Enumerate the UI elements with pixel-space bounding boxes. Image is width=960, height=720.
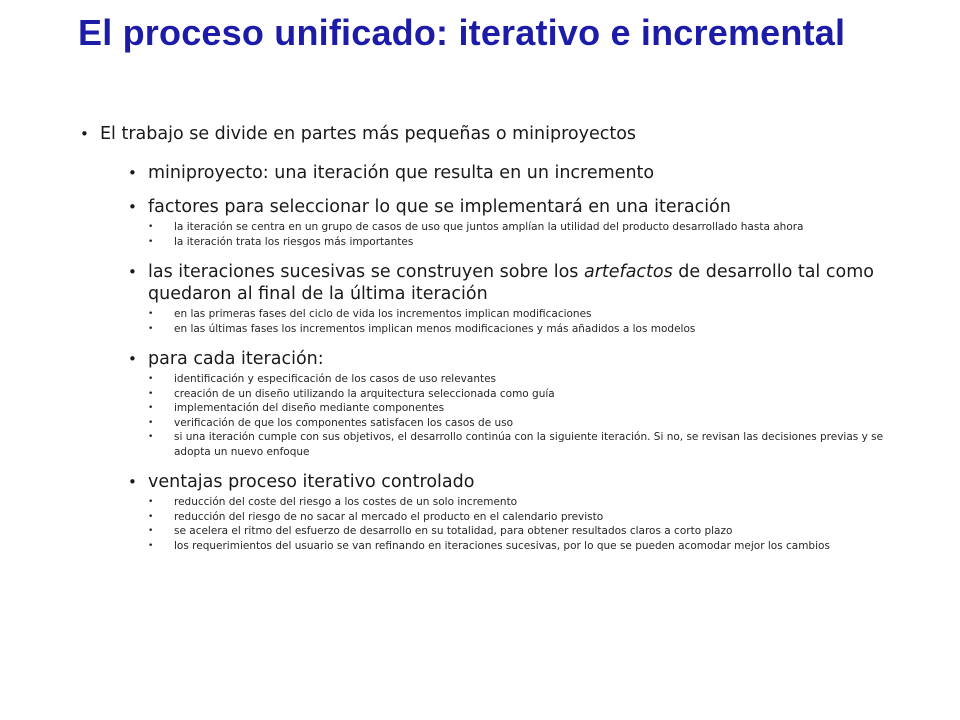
second-level-bullet: • para cada iteración:: [126, 348, 896, 370]
second-level-bullet: [126, 261, 896, 305]
bullet-group-ventajas: [126, 471, 896, 553]
sub-bullet: • se acelera el ritmo del esfuerzo de desarrollo en su totalidad, para obtener resultados claros a corto plazo: [126, 524, 894, 539]
bullet-text-part: las iteraciones sucesivas se construyen sobre los: [148, 262, 584, 282]
sub-bullet-list: [126, 307, 896, 336]
main-bullet: • El trabajo se divide en partes más pequeñas o miniproyectos: [76, 122, 896, 146]
sub-bullet: • si una iteración cumple con sus objetivos, el desarrollo continúa con la siguiente iteración. Si no, se revisan las decisiones previas y se adopta un nuevo enfoque: [126, 430, 894, 459]
sub-bullet: • en las últimas fases los incrementos implican menos modificaciones y más añadidos a los modelos: [126, 322, 894, 337]
bullet-group-miniproyecto: [126, 162, 896, 184]
sub-bullet: • los requerimientos del usuario se van refinando en iteraciones sucesivas, por lo que se pueden acomodar mejor los cambios: [126, 539, 894, 554]
bullet-italic-term: artefactos: [583, 262, 673, 282]
sub-bullet: • verificación de que los componentes satisfacen los casos de uso: [126, 416, 894, 431]
sub-bullet: • la iteración se centra en un grupo de casos de uso que juntos amplían la utilidad del producto desarrollado hasta ahora: [126, 220, 894, 235]
sub-bullet: • la iteración trata los riesgos más importantes: [126, 235, 894, 250]
sub-bullet-list: [126, 220, 896, 249]
slide-content: [76, 122, 896, 553]
bullet-group-factores: [126, 196, 896, 249]
sub-bullet-list: [126, 372, 896, 459]
bullet-group-iteraciones-sucesivas: [126, 261, 896, 336]
sub-bullet-list: [126, 495, 896, 553]
sub-bullet: • implementación del diseño mediante componentes: [126, 401, 894, 416]
sub-bullet: • reducción del coste del riesgo a los costes de un solo incremento: [126, 495, 894, 510]
sub-bullet: • identificación y especificación de los casos de uso relevantes: [126, 372, 894, 387]
bullet-group-para-cada-iteracion: [126, 348, 896, 459]
bullet-text-part: de desarrollo tal como quedaron al final de la última iteración: [148, 262, 874, 304]
sub-bullet: • creación de un diseño utilizando la arquitectura seleccionada como guía: [126, 387, 894, 402]
second-level-bullet: • factores para seleccionar lo que se implementará en una iteración: [126, 196, 896, 218]
sub-bullet: • en las primeras fases del ciclo de vida los incrementos implican modificaciones: [126, 307, 894, 322]
second-level-bullet: • ventajas proceso iterativo controlado: [126, 471, 896, 493]
slide-title: El proceso unificado: iterativo e incremental: [78, 12, 846, 53]
second-level-bullet: • miniproyecto: una iteración que resulta en un incremento: [126, 162, 896, 184]
sub-bullet: • reducción del riesgo de no sacar al mercado el producto en el calendario previsto: [126, 510, 894, 525]
